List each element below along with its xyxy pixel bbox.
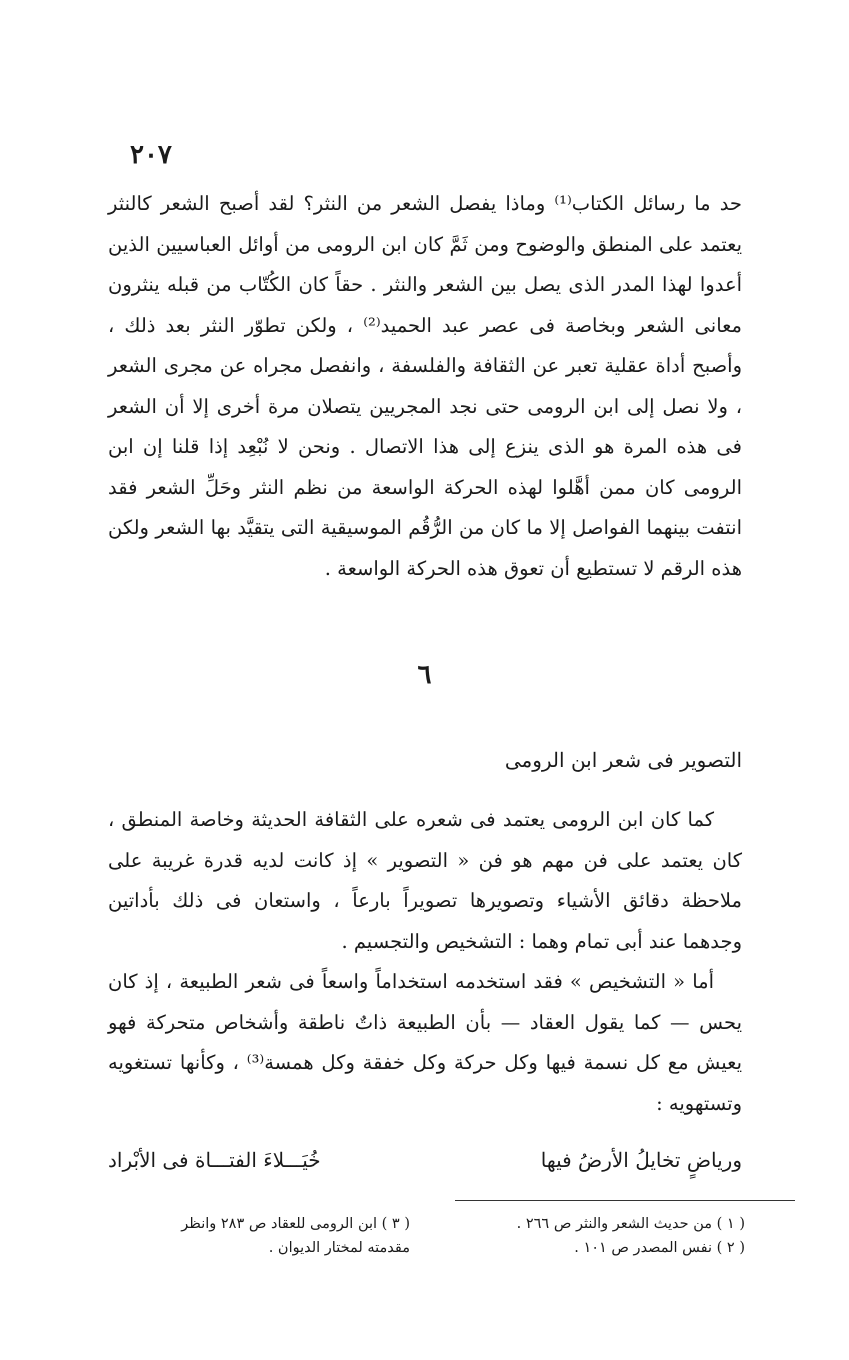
section-body (108, 800, 742, 1124)
verse-first-hemistich: ورياضٍ تخايلُ الأرضُ فيها (540, 1148, 742, 1172)
section-number: ٦ (417, 660, 432, 690)
section-title: التصوير فى شعر ابن الرومى (504, 748, 742, 772)
footnote-3-line-2: مقدمته لمختار الديوان . (268, 1240, 410, 1256)
verse-second-hemistich: خُيَـــلاءَ الفتـــاة فى الأبْراد (108, 1148, 321, 1172)
footnote-3-line-1: ( ٣ ) ابن الرومى للعقاد ص ٢٨٣ وانظر (181, 1216, 410, 1232)
paragraph-personification: أما « التشخيص » فقد استخدمه استخداماً واسعاً فى شعر الطبيعة ، إذ كان يحس — كما يقول العقاد — بأن الطبيعة ذاتٌ ناطقة وأشخاص متحركة فهو يعيش مع كل نسمة فيها وكل حركة وكل خفقة وكل همسة⁽³⁾ ، وكأنها تستغويه وتستهويه : (108, 970, 743, 1115)
footnotes-right-column (445, 1212, 745, 1260)
page-number: ٢٠٧ (130, 140, 172, 170)
footnote-divider (455, 1200, 795, 1201)
footnotes (120, 1212, 745, 1260)
poem-verse (108, 1140, 742, 1180)
paragraph-prose-and-poetry: حد ما رسائل الكتاب⁽¹⁾ وماذا يفصل الشعر من النثر؟ لقد أصبح الشعر كالنثر يعتمد على المنطق والوضوح ومن ثَمَّ كان ابن الرومى من أوائل العباسيين الذين أعدوا لهذا المدر الذى يصل بين الشعر والنثر . حقاً كان الكُتّاب من قبله ينثرون معانى الشعر وبخاصة فى عصر عبد الحميد⁽²⁾ ، ولكن تطوّر النثر بعد ذلك ، وأصبح أداة عقلية تعبر عن الثقافة والفلسفة ، وانفصل مجراه عن مجرى الشعر ، ولا نصل إلى ابن الرومى حتى نجد المجريين يتصلان مرة أخرى إلا أن الشعر فى هذه المرة هو الذى ينزع إلى هذا الاتصال . ونحن لا نُبْعِد إذا قلنا إن ابن الرومى كان ممن أهَّلوا لهذه الحركة الواسعة من نظم النثر وحَلِّ الشعر فقد انتفت بينهما الفواصل إلا ما كان من الرُّقُم الموسيقية التى يتقيَّد بها الشعر ولكن هذه الرقم لا تستطيع أن تعوق هذه الحركة الواسعة . (108, 192, 742, 580)
footnote-2: ( ٢ ) نفس المصدر ص ١٠١ . (574, 1240, 745, 1256)
footnote-1: ( ١ ) من حديث الشعر والنثر ص ٢٦٦ . (516, 1216, 745, 1232)
paragraph-imagery: كما كان ابن الرومى يعتمد فى شعره على الثقافة الحديثة وخاصة المنطق ، كان يعتمد على فن مهم هو فن « التصوير » إذ كانت لديه قدرة غريبة على ملاحظة دقائق الأشياء وتصويرها تصويراً بارعاً ، واستعان فى ذلك بأداتين وجدهما عند أبى تمام وهما : التشخيص والتجسيم . (108, 808, 742, 953)
footnotes-left-column (120, 1212, 410, 1260)
